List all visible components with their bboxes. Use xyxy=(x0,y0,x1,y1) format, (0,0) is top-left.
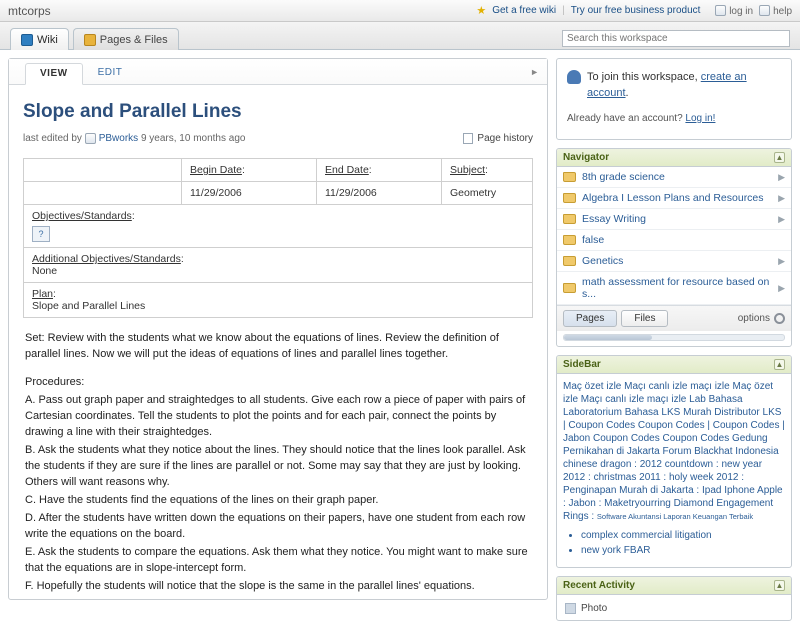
sidebar-spam-links[interactable]: Maç özet izle Maçı canlı izle maçı izle Maç özet izle Maçı canlı izle maçı izle Lab Bahasa Laboratorium Bahasa LKS Murah Distributor LKS | Coupon Codes Coupon Codes | Coupon Codes | Jabon Coupon Codes Coupon Codes Gedung Pernikahan di Jakarta Forum Blackhat Indonesia chinese dragon : 2012 countdown : new year 2012 : christmas 2011 : holy week 2012 : Penginapan Murah di Jakarta : Ipad Iphone Apple : Jabon : Maketryourring Diamond Engagement Rings : xyxy=(563,381,785,522)
field-additional-objectives-value: None xyxy=(32,265,58,277)
tab-wiki[interactable] xyxy=(10,28,69,50)
collapse-icon[interactable]: ▲ xyxy=(775,153,784,162)
workspace-tabbar xyxy=(0,22,800,50)
table-header-begin-date xyxy=(182,159,317,181)
business-product-link[interactable]: Try our free business product xyxy=(570,5,701,16)
sidebar-column xyxy=(556,58,792,614)
sidebar-panel-title: SideBar xyxy=(563,359,601,370)
list-item[interactable] xyxy=(581,529,785,542)
tab-pages-and-files-label: Pages & Files xyxy=(99,33,168,46)
sidebar-item-label: Genetics xyxy=(582,255,624,267)
page-history-label: Page history xyxy=(477,133,533,144)
table-cell-empty xyxy=(24,159,182,181)
colon-2: : xyxy=(368,164,372,176)
sidebar-item-label: math assessment for resource based on s... xyxy=(582,276,770,300)
photo-icon xyxy=(565,603,576,614)
join-workspace-panel xyxy=(556,58,792,140)
chevron-right-icon: ▶ xyxy=(778,213,785,224)
end-date-value: 11/29/2006 xyxy=(317,182,442,204)
table-cell-empty-2 xyxy=(24,182,182,204)
gear-icon xyxy=(774,313,785,324)
bullet-link[interactable]: complex commercial litigation xyxy=(581,530,712,541)
navigator-items xyxy=(557,167,791,305)
top-bar xyxy=(0,0,800,22)
table-row xyxy=(24,182,532,205)
join-row xyxy=(567,69,781,101)
colon-4: : xyxy=(131,210,135,222)
search-input[interactable] xyxy=(562,30,790,47)
join-period: . xyxy=(625,87,629,99)
folder-icon xyxy=(563,193,576,203)
sidebar-item-label: Essay Writing xyxy=(582,213,646,225)
last-edited-user[interactable]: PBworks xyxy=(98,133,139,144)
chevron-right-icon: ▶ xyxy=(778,192,785,203)
broken-image-icon: ? xyxy=(32,226,50,242)
already-account-row xyxy=(567,111,781,127)
list-item[interactable] xyxy=(581,544,785,557)
bullet-link[interactable]: new york FBAR xyxy=(581,545,651,556)
folder-icon xyxy=(563,172,576,182)
article-meta xyxy=(23,133,533,150)
sidebar-item-label: 8th grade science xyxy=(582,171,665,183)
tab-edit[interactable]: EDIT xyxy=(97,67,123,78)
sidebar-panel-body xyxy=(557,374,791,567)
colon-1: : xyxy=(241,164,245,176)
table-header-end-date xyxy=(317,159,442,181)
create-account-link[interactable]: create an account xyxy=(587,71,747,99)
divider-2 xyxy=(706,5,709,16)
user-icon xyxy=(85,133,96,144)
last-edited-prefix: last edited by xyxy=(23,133,82,144)
sidebar-bullet-list xyxy=(563,529,785,557)
help-icon xyxy=(759,5,770,16)
table-row xyxy=(24,159,532,182)
login-label: log in xyxy=(729,5,754,17)
get-free-wiki-link[interactable]: Get a free wiki xyxy=(492,5,557,16)
pages-button[interactable]: Pages xyxy=(563,310,617,327)
sidebar-item-8th-grade-science[interactable] xyxy=(557,167,791,188)
sidebar-item-genetics[interactable] xyxy=(557,251,791,272)
navigator-header xyxy=(557,149,791,167)
folder-icon xyxy=(563,256,576,266)
tab-wiki-label: Wiki xyxy=(37,33,58,46)
subject-label: Subject xyxy=(450,164,486,176)
help-button[interactable] xyxy=(759,5,792,17)
field-objectives xyxy=(24,205,532,248)
search-area xyxy=(562,30,790,47)
lesson-info-table xyxy=(23,158,533,318)
collapse-icon[interactable]: ▲ xyxy=(775,360,784,369)
main-content xyxy=(8,58,548,600)
field-plan-label: Plan xyxy=(32,288,54,300)
join-text-prefix: To join this workspace, xyxy=(587,71,698,83)
field-additional-objectives xyxy=(24,248,532,283)
recent-activity-item[interactable]: Photo xyxy=(581,603,608,614)
sidebar-panel-header xyxy=(557,356,791,374)
folder-icon xyxy=(563,283,576,293)
join-panel-body xyxy=(557,59,791,139)
page-title: Slope and Parallel Lines xyxy=(23,101,242,122)
collapse-icon[interactable]: ▲ xyxy=(775,581,784,590)
paragraph: D. After the students have written down the equations on their papers, have one student from each row write the equations on the board. xyxy=(25,512,526,540)
navigator-scrollbar[interactable] xyxy=(563,334,785,341)
scrollbar-thumb[interactable] xyxy=(564,335,652,340)
login-icon xyxy=(715,5,726,16)
field-plan xyxy=(24,283,532,317)
folder-icon xyxy=(563,214,576,224)
recent-activity-body xyxy=(557,595,791,620)
chevron-right-icon: ▶ xyxy=(778,282,785,293)
person-icon xyxy=(567,70,581,84)
navigator-title: Navigator xyxy=(563,152,610,163)
field-objectives-label: Objectives/Standards xyxy=(32,210,132,222)
last-edited-time: 9 years, 10 months ago xyxy=(140,133,246,144)
subject-value: Geometry xyxy=(450,187,497,199)
begin-date-label: Begin Date xyxy=(190,164,242,176)
options-button[interactable] xyxy=(738,313,785,324)
paragraph: E. Ask the students to compare the equations. Ask them what they notice. You might want to make sure that the equations are in slope-intercept form. xyxy=(25,546,528,574)
paragraph: C. Have the students find the equations of the lines on their graph paper. xyxy=(25,494,379,506)
sidebar-item-math-assessment[interactable] xyxy=(557,272,791,305)
begin-date-value: 11/29/2006 xyxy=(182,182,317,204)
navigator-panel xyxy=(556,148,792,347)
globe-icon xyxy=(21,34,33,46)
recent-activity-header xyxy=(557,577,791,595)
sidebar-item-essay-writing[interactable] xyxy=(557,209,791,230)
field-additional-objectives-label: Additional Objectives/Standards xyxy=(32,253,181,265)
navigator-footer xyxy=(557,305,791,331)
folder-icon xyxy=(84,34,96,46)
sidebar-item-label: Algebra I Lesson Plans and Resources xyxy=(582,192,764,204)
already-account-text: Already have an account? xyxy=(567,113,683,124)
log-in-link[interactable]: Log in! xyxy=(685,113,716,124)
star-icon: ★ xyxy=(476,5,487,17)
paragraph: Procedures: xyxy=(25,376,85,388)
end-date-label: End Date xyxy=(325,164,369,176)
login-button[interactable] xyxy=(715,5,753,17)
view-edit-tabs xyxy=(9,59,547,85)
folder-icon xyxy=(563,235,576,245)
expand-toolbar-icon[interactable]: ► xyxy=(530,67,539,77)
top-bar-actions xyxy=(476,4,792,17)
promo-separator: | xyxy=(562,5,565,16)
sidebar-item-algebra-i[interactable] xyxy=(557,188,791,209)
sidebar-panel xyxy=(556,355,792,568)
tab-pages-and-files[interactable] xyxy=(73,28,179,50)
paragraph: B. Ask the students what they notice about the lines. They should notice that the lines look parallel. Ask the students if they are sure if the lines are parallel or not. Some may say that they are just by looking. Others will want reasons why. xyxy=(25,444,526,488)
options-label: options xyxy=(737,313,770,324)
chevron-right-icon: ▶ xyxy=(778,171,785,182)
help-label: help xyxy=(773,5,792,17)
page-history-button[interactable] xyxy=(463,133,533,144)
recent-activity-title: Recent Activity xyxy=(563,580,635,591)
article-body xyxy=(23,330,533,594)
colon-6: : xyxy=(53,288,56,300)
paragraph: F. Hopefully the students will notice that the slope is the same in the parallel lines' equations. xyxy=(25,580,475,592)
history-icon xyxy=(463,133,473,144)
field-plan-value: Slope and Parallel Lines xyxy=(32,300,146,312)
paragraph: A. Pass out graph paper and straightedges to all students. Give each row a piece of paper with pairs of Cartesian coordinates. Tell the students to plot the points and for each pair, connect the points by drawing a line with their straightedges. xyxy=(25,394,526,438)
colon-5: : xyxy=(180,253,184,265)
chevron-right-icon: ▶ xyxy=(778,255,785,266)
recent-activity-panel xyxy=(556,576,792,621)
page-body xyxy=(0,50,800,614)
colon-3: : xyxy=(485,164,488,176)
tab-view[interactable]: VIEW xyxy=(25,63,83,85)
sidebar-item-false[interactable] xyxy=(557,230,791,251)
sidebar-item-label: false xyxy=(582,234,605,246)
sidebar-tiny-link[interactable]: Software Akuntansi Laporan Keuangan Terbaik xyxy=(596,512,754,521)
table-header-subject xyxy=(442,159,532,181)
workspace-name: mtcorps xyxy=(8,3,51,18)
files-button[interactable]: Files xyxy=(621,310,668,327)
article xyxy=(9,85,547,594)
paragraph: Set: Review with the students what we know about the equations of lines. Review the definition of parallel lines. Now we will put the ideas of equations of lines and parallel lines together. xyxy=(25,332,499,360)
